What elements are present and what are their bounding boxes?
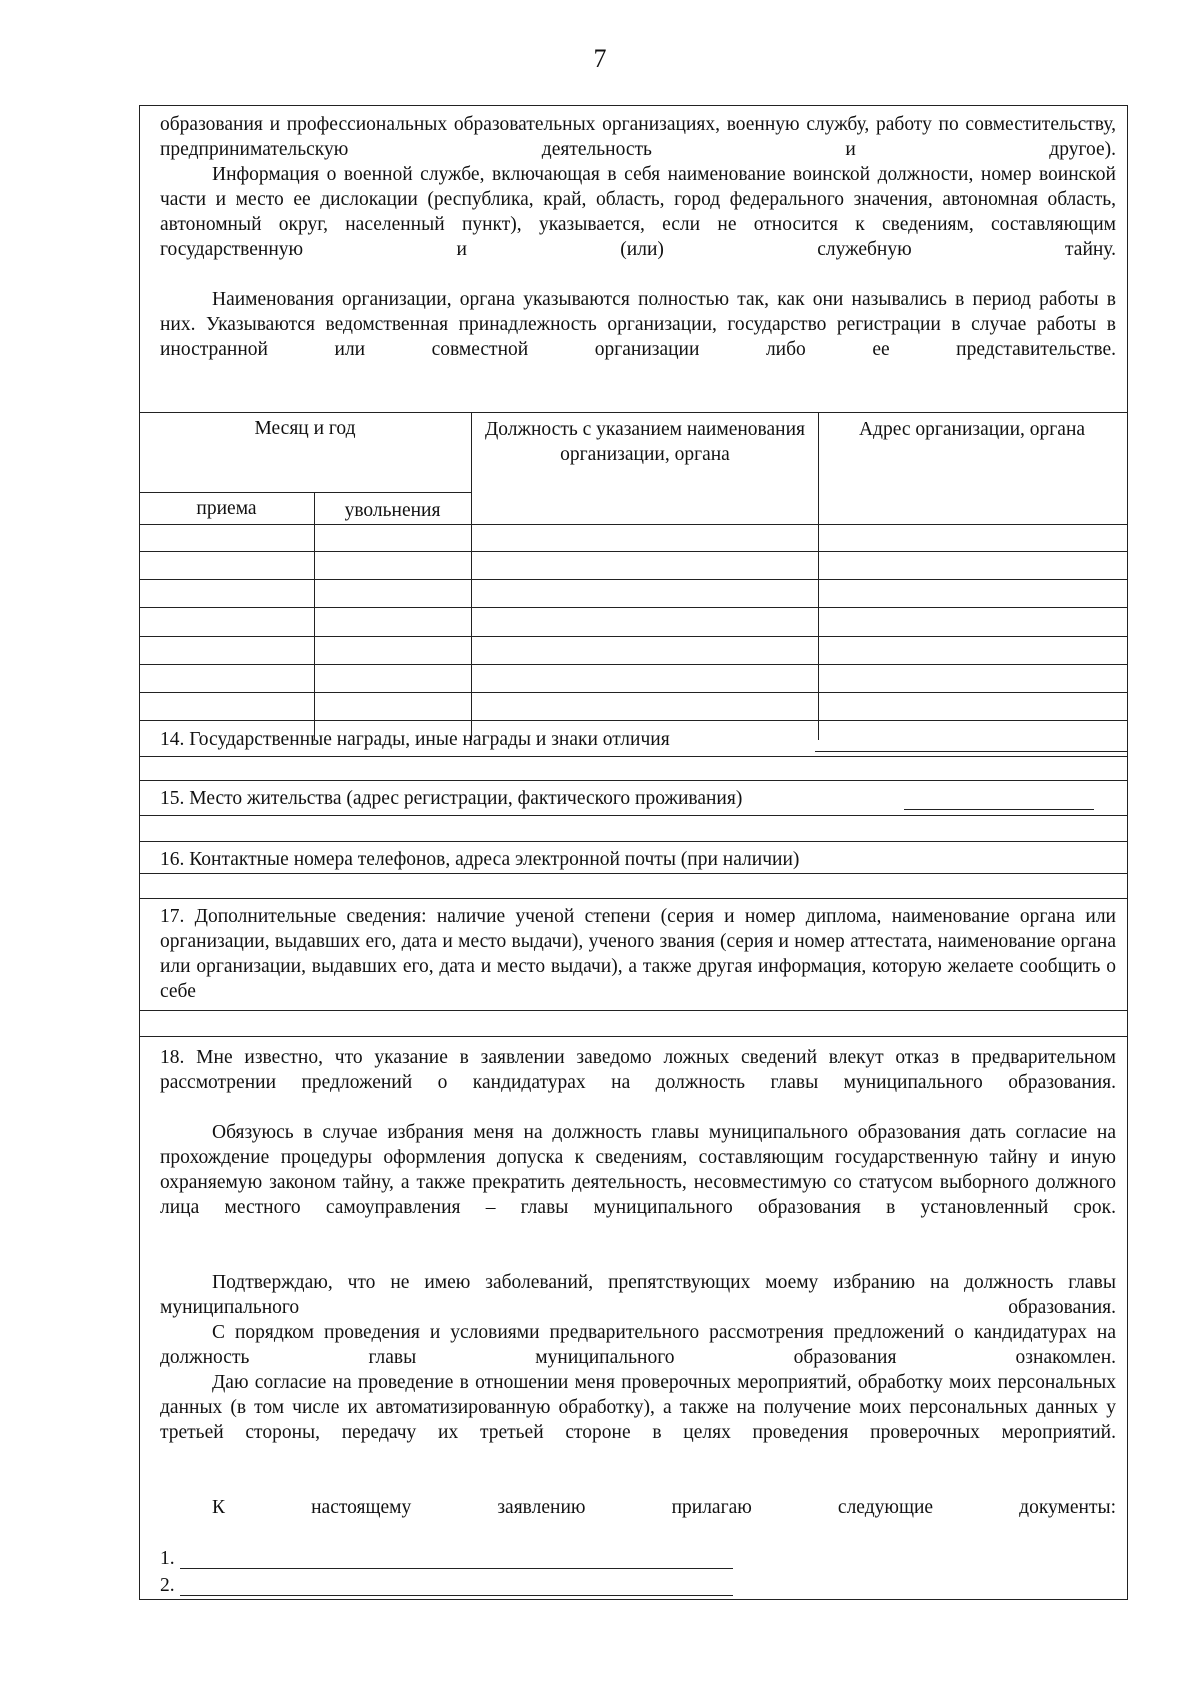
header-start: приема	[196, 498, 257, 519]
section-14-extra-line[interactable]	[139, 780, 1128, 781]
declaration-paragraph-5: Даю согласие на проведение в отношении меня проверочных мероприятий, обработку моих персональных данных (в том числе их автоматизированную обработку), а также на получение моих персональных данных у третьей стороны, передачу их третьей стороне в целях проведения проверочных мероприятий.	[160, 1372, 1116, 1443]
table-row	[139, 607, 1128, 608]
section-16-extra-line[interactable]	[139, 898, 1128, 899]
table-col-divider	[314, 492, 315, 740]
section-divider	[139, 756, 1128, 757]
header-month-year: Месяц и год	[254, 418, 356, 439]
table-row	[139, 524, 1128, 525]
section-divider	[139, 815, 1128, 816]
table-row	[139, 664, 1128, 665]
table-col-divider	[818, 412, 819, 740]
attachment-2-line[interactable]	[180, 1595, 733, 1596]
header-end: увольнения	[344, 500, 441, 521]
table-row	[139, 636, 1128, 637]
table-row	[139, 720, 1128, 721]
section-15-answer-line[interactable]	[904, 809, 1094, 810]
table-col-divider	[471, 412, 472, 740]
attachment-1-line[interactable]	[180, 1568, 733, 1569]
table-top-border	[139, 412, 1128, 413]
section-divider	[139, 873, 1128, 874]
declaration-paragraph-3: Подтверждаю, что не имею заболеваний, препятствующих моему избранию на должность главы муниципального образования.	[160, 1272, 1116, 1318]
intro-paragraph-3: Наименования организации, органа указываются полностью так, как они назывались в период работы в них. Указываются ведомственная принадлежность организации, государство регистрации в случае работы в иностранной или совместной организации либо ее представительстве.	[160, 289, 1116, 360]
header-address: Адрес организации, органа	[858, 419, 1086, 440]
section-15-label: 15. Место жительства (адрес регистрации, фактического проживания)	[160, 788, 743, 809]
section-divider	[139, 1010, 1128, 1011]
page-number: 7	[593, 44, 607, 73]
declaration-paragraph-2: Обязуюсь в случае избрания меня на должность главы муниципального образования дать согласие на прохождение процедуры оформления допуска к сведениям, составляющим государственную тайну и иную охраняемую законом тайну, а также прекратить деятельность, несовместимую со статусом выборного должного лица местного самоуправления – главы муниципального образования в установленный срок.	[160, 1122, 1116, 1218]
intro-paragraph-1: образования и профессиональных образовательных организациях, военную службу, работу по совместительству, предпринимательскую деятельность и другое).	[160, 114, 1116, 160]
section-16-label: 16. Контактные номера телефонов, адреса электронной почты (при наличии)	[160, 849, 800, 870]
section-17-extra-line[interactable]	[139, 1036, 1128, 1037]
section-17-label: 17. Дополнительные сведения: наличие ученой степени (серия и номер диплома, наименование органа или организации, выдавших его, дата и место выдачи), ученого звания (серия и номер аттестата, наименование органа или организации, выдавших его, дата и место выдачи), а также другая информация, которую желаете сообщить о себе	[160, 906, 1116, 1002]
declaration-paragraph-4: С порядком проведения и условиями предварительного рассмотрения предложений о кандидатурах на должность главы муниципального образования ознакомлен.	[160, 1322, 1116, 1368]
header-position: Должность с указанием наименования организации, органа	[485, 419, 805, 465]
intro-paragraph-2: Информация о военной службе, включающая в себя наименование воинской должности, номер воинской части и место ее дислокации (республика, край, область, город федерального значения, автономная область, автономный округ, населенный пункт), указывается, если не относится к сведениям, составляющим государственную и (или) служебную тайну.	[160, 164, 1116, 260]
table-row	[139, 579, 1128, 580]
section-15-extra-line[interactable]	[139, 841, 1128, 842]
table-row	[139, 551, 1128, 552]
attachment-item-1: 1.	[160, 1548, 175, 1569]
section-14-answer-line[interactable]	[815, 751, 1128, 752]
attachment-item-2: 2.	[160, 1575, 175, 1596]
declaration-paragraph-1: 18. Мне известно, что указание в заявлении заведомо ложных сведений влекут отказ в предварительном рассмотрении предложений о кандидатурах на должность главы муниципального образования.	[160, 1047, 1116, 1093]
table-row	[139, 692, 1128, 693]
section-14-label: 14. Государственные награды, иные награды и знаки отличия	[160, 729, 670, 750]
table-subheader-border	[139, 492, 471, 493]
declaration-paragraph-6: К настоящему заявлению прилагаю следующие документы:	[212, 1497, 1116, 1518]
